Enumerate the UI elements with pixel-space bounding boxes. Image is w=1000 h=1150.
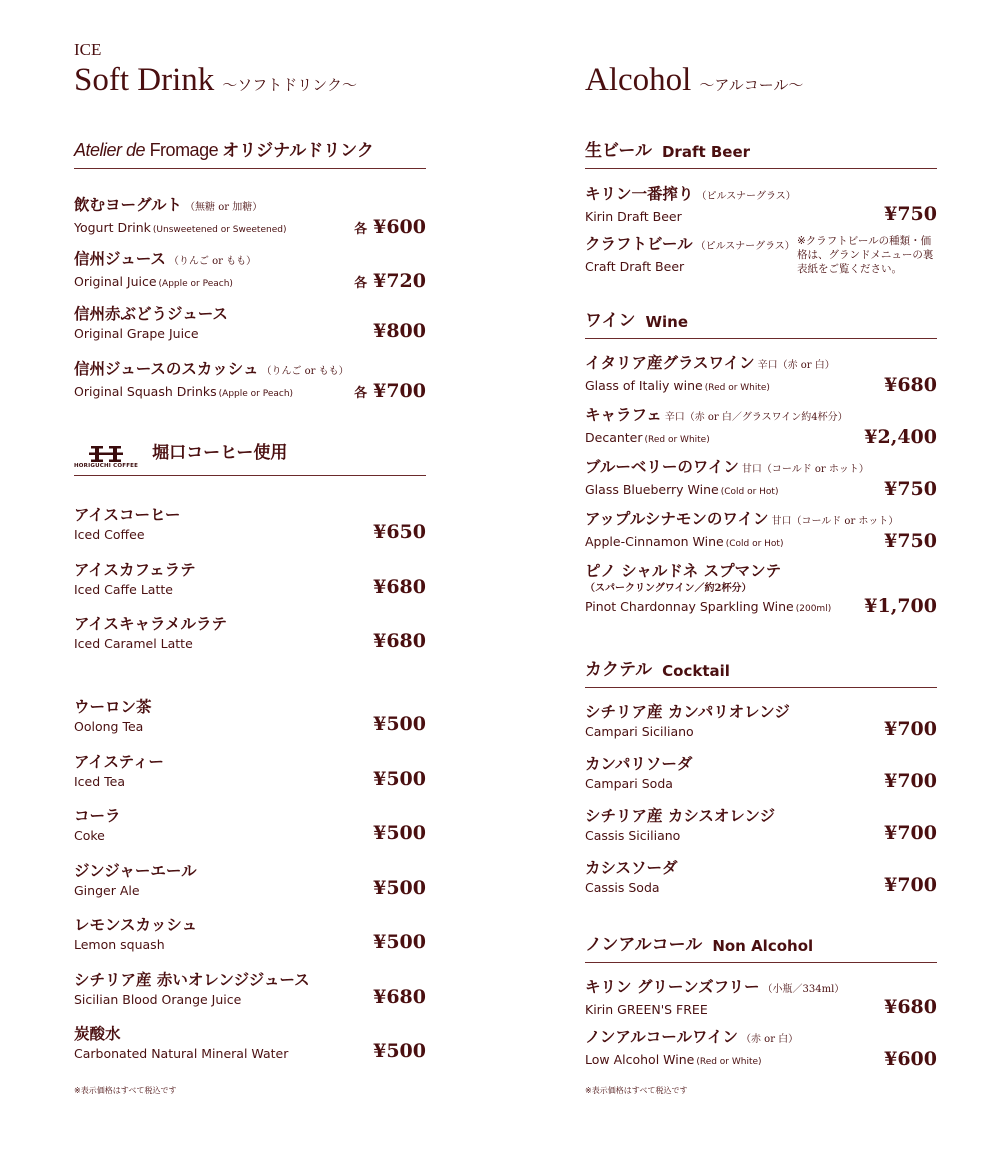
price: ¥500 bbox=[373, 877, 426, 899]
price: ¥680 bbox=[373, 986, 426, 1008]
menu-item-craft-beer: クラフトビール （ピルスナーグラス） Craft Draft Beer ※クラフトビールの種類・価格は、グランドメニューの裏表紙をご覧ください。 bbox=[585, 234, 937, 276]
menu-item-oolong-tea: ウーロン茶 Oolong Tea ¥500 bbox=[74, 697, 426, 735]
price: ¥680 bbox=[884, 996, 937, 1018]
wine-header: ワイン Wine bbox=[585, 306, 937, 339]
menu-item-iced-coffee: アイスコーヒー Iced Coffee ¥650 bbox=[74, 505, 426, 543]
menu-item-squash: 信州ジュースのスカッシュ （りんご or もも） Original Squash Drinks (Apple or Peach) 各 ¥700 bbox=[74, 359, 426, 402]
menu-item-cassis-soda: カシスソーダ Cassis Soda ¥700 bbox=[585, 858, 937, 896]
menu-item-campari-siciliano: シチリア産 カンパリオレンジ Campari Siciliano ¥700 bbox=[585, 702, 937, 740]
price: ¥2,400 bbox=[864, 426, 937, 448]
menu-item-iced-caramel-latte: アイスキャラメルラテ Iced Caramel Latte ¥680 bbox=[74, 614, 426, 652]
horiguchi-h-icon bbox=[89, 446, 123, 462]
price: 各 ¥720 bbox=[354, 270, 426, 292]
price: ¥700 bbox=[884, 874, 937, 896]
menu-item-ginger-ale: ジンジャーエール Ginger Ale ¥500 bbox=[74, 861, 426, 899]
original-drink-title: オリジナルドリンク bbox=[222, 141, 374, 161]
ice-label: ICE bbox=[74, 40, 102, 59]
price: 各 ¥600 bbox=[354, 216, 426, 238]
price: ¥500 bbox=[373, 822, 426, 844]
price: ¥650 bbox=[373, 521, 426, 543]
alcohol-title: Alcohol ～アルコール～ bbox=[585, 62, 804, 98]
non-alcohol-header: ノンアルコール Non Alcohol bbox=[585, 930, 937, 963]
menu-item-iced-caffe-latte: アイスカフェラテ Iced Caffe Latte ¥680 bbox=[74, 560, 426, 598]
menu-item-yogurt: 飲むヨーグルト （無糖 or 加糖） Yogurt Drink (Unsweetened or Sweetened) 各 ¥600 bbox=[74, 195, 426, 238]
price: ¥700 bbox=[884, 770, 937, 792]
price: 各 ¥700 bbox=[354, 380, 426, 402]
price: ¥500 bbox=[373, 768, 426, 790]
coffee-title: 堀口コーヒー使用 bbox=[152, 443, 288, 463]
menu-item-low-alcohol-wine: ノンアルコールワイン （赤 or 白） Low Alcohol Wine (Red or White) ¥600 bbox=[585, 1027, 937, 1070]
price: ¥700 bbox=[884, 718, 937, 740]
menu-item-apple-cinnamon-wine: アップルシナモンのワイン 甘口（コールド or ホット） Apple-Cinnamon Wine (Cold or Hot) ¥750 bbox=[585, 509, 937, 552]
price: ¥600 bbox=[884, 1048, 937, 1070]
soft-drink-title bbox=[74, 62, 357, 99]
menu-item-blueberry-wine: ブルーベリーのワイン 甘口（コールド or ホット） Glass Blueberry Wine (Cold or Hot) ¥750 bbox=[585, 457, 937, 500]
price: ¥800 bbox=[373, 320, 426, 342]
menu-item-cassis-siciliano: シチリア産 カシスオレンジ Cassis Siciliano ¥700 bbox=[585, 806, 937, 844]
price: ¥500 bbox=[373, 1040, 426, 1062]
soft-drink-title-en: Soft Drink bbox=[74, 62, 215, 98]
price: ¥750 bbox=[884, 203, 937, 225]
menu-item-juice: 信州ジュース （りんご or もも） Original Juice (Apple or Peach) 各 ¥720 bbox=[74, 249, 426, 292]
price: ¥750 bbox=[884, 478, 937, 500]
menu-item-sparkling-wine: ピノ シャルドネ スプマンテ （スパークリングワイン／約2杯分） Pinot Chardonnay Sparkling Wine (200ml) ¥1,700 bbox=[585, 561, 937, 617]
horiguchi-coffee-logo: HORIGUCHI COFFEE bbox=[74, 446, 138, 469]
menu-item-decanter: キャラフェ 辛口（赤 or 白／グラスワイン約4杯分） Decanter (Red or White) ¥2,400 bbox=[585, 405, 937, 448]
menu-item-blood-orange-juice: シチリア産 赤いオレンジジュース Sicilian Blood Orange Juice ¥680 bbox=[74, 970, 426, 1008]
menu-item-sparkling-water: 炭酸水 Carbonated Natural Mineral Water ¥500 bbox=[74, 1024, 426, 1062]
menu-item-italy-wine: イタリア産グラスワイン 辛口（赤 or 白） Glass of Italiy wine (Red or White) ¥680 bbox=[585, 353, 937, 396]
price: ¥1,700 bbox=[864, 595, 937, 617]
beer-header: 生ビール Draft Beer bbox=[585, 136, 937, 169]
atelier-brand: Atelier de Fromage bbox=[74, 140, 219, 160]
price: ¥680 bbox=[884, 374, 937, 396]
soft-drink-title-jp: ～ソフトドリンク～ bbox=[222, 76, 357, 94]
price: ¥680 bbox=[373, 630, 426, 652]
tax-footnote: ※表示価格はすべて税込です bbox=[585, 1086, 688, 1095]
menu-item-coke: コーラ Coke ¥500 bbox=[74, 806, 426, 844]
price: ¥680 bbox=[373, 576, 426, 598]
price: ¥500 bbox=[373, 713, 426, 735]
menu-item-grape-juice: 信州赤ぶどうジュース Original Grape Juice ¥800 bbox=[74, 304, 426, 342]
price: ¥750 bbox=[884, 530, 937, 552]
tax-footnote: ※表示価格はすべて税込です bbox=[74, 1086, 177, 1095]
menu-item-iced-tea: アイスティー Iced Tea ¥500 bbox=[74, 752, 426, 790]
menu-item-greens-free: キリン グリーンズフリー （小瓶／334ml） Kirin GREEN'S FREE ¥680 bbox=[585, 977, 937, 1018]
menu-item-campari-soda: カンパリソーダ Campari Soda ¥700 bbox=[585, 754, 937, 792]
price: ¥700 bbox=[884, 822, 937, 844]
coffee-header bbox=[74, 438, 426, 476]
menu-item-lemon-squash: レモンスカッシュ Lemon squash ¥500 bbox=[74, 915, 426, 953]
craft-beer-note: ※クラフトビールの種類・価格は、グランドメニューの裏表紙をご覧ください。 bbox=[797, 235, 934, 275]
price: ¥500 bbox=[373, 931, 426, 953]
menu-item-kirin-draft: キリン一番搾り （ピルスナーグラス） Kirin Draft Beer ¥750 bbox=[585, 184, 937, 225]
cocktail-header: カクテル Cocktail bbox=[585, 655, 937, 688]
original-drink-header bbox=[74, 136, 426, 169]
